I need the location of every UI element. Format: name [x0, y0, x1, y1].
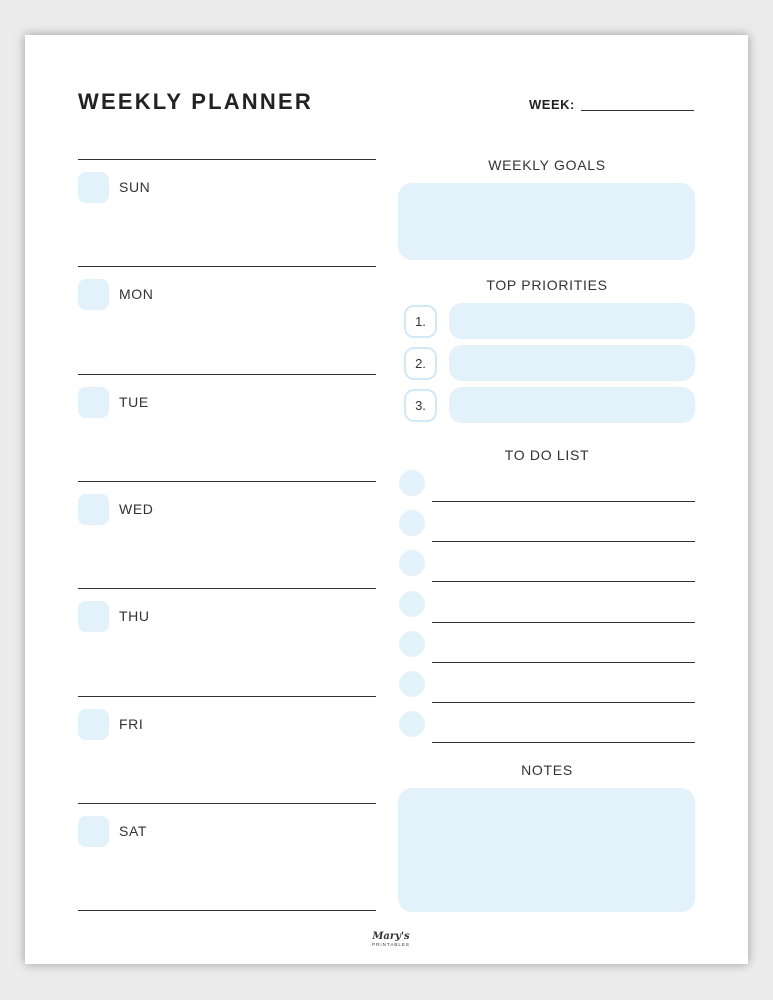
weekly-goals-title: WEEKLY GOALS — [488, 157, 606, 173]
day-divider — [78, 696, 376, 697]
day-divider — [78, 481, 376, 482]
priority-field[interactable] — [449, 303, 695, 339]
todo-line[interactable] — [432, 622, 695, 623]
week-label: WEEK: — [529, 97, 575, 112]
priority-field[interactable] — [449, 345, 695, 381]
day-checkbox[interactable] — [78, 279, 109, 310]
page-title: WEEKLY PLANNER — [78, 89, 313, 114]
day-label: FRI — [119, 715, 144, 732]
todo-checkbox[interactable] — [399, 671, 425, 697]
brand-name: Mary's — [372, 931, 410, 942]
notes-title: NOTES — [521, 762, 573, 778]
todo-line[interactable] — [432, 702, 695, 703]
day-label: TUE — [119, 393, 149, 410]
day-label: MON — [119, 286, 154, 303]
brand-sub: PRINTABLES — [372, 942, 410, 947]
todo-list-title: TO DO LIST — [504, 447, 590, 463]
day-divider — [78, 266, 376, 267]
todo-checkbox[interactable] — [399, 631, 425, 657]
todo-checkbox[interactable] — [399, 711, 425, 737]
day-divider — [78, 910, 376, 911]
todo-checkbox[interactable] — [399, 591, 425, 617]
day-divider — [78, 803, 376, 804]
planner-page — [25, 35, 748, 964]
day-checkbox[interactable] — [78, 709, 109, 740]
day-checkbox[interactable] — [78, 387, 109, 418]
brand-logo — [366, 932, 416, 948]
day-label: SAT — [119, 822, 147, 839]
day-label: THU — [119, 608, 150, 625]
todo-checkbox[interactable] — [399, 550, 425, 576]
priority-number: 1. — [404, 305, 437, 338]
todo-line[interactable] — [432, 501, 695, 502]
todo-checkbox[interactable] — [399, 510, 425, 536]
weekly-goals-box[interactable] — [398, 183, 695, 260]
todo-line[interactable] — [432, 662, 695, 663]
day-divider — [78, 159, 376, 160]
todo-checkbox[interactable] — [399, 470, 425, 496]
todo-line[interactable] — [432, 541, 695, 542]
day-checkbox[interactable] — [78, 601, 109, 632]
week-input-line[interactable] — [581, 110, 694, 111]
day-label: WED — [119, 500, 154, 517]
top-priorities-title: TOP PRIORITIES — [486, 277, 608, 293]
day-label: SUN — [119, 179, 151, 195]
priority-number: 3. — [404, 389, 437, 422]
todo-line[interactable] — [432, 742, 695, 743]
priority-field[interactable] — [449, 387, 695, 423]
day-divider — [78, 374, 376, 375]
day-checkbox[interactable] — [78, 816, 109, 847]
priority-number: 2. — [404, 347, 437, 380]
notes-box[interactable] — [398, 788, 695, 912]
todo-line[interactable] — [432, 581, 695, 582]
day-checkbox[interactable] — [78, 494, 109, 525]
day-divider — [78, 588, 376, 589]
day-checkbox[interactable] — [78, 172, 109, 203]
